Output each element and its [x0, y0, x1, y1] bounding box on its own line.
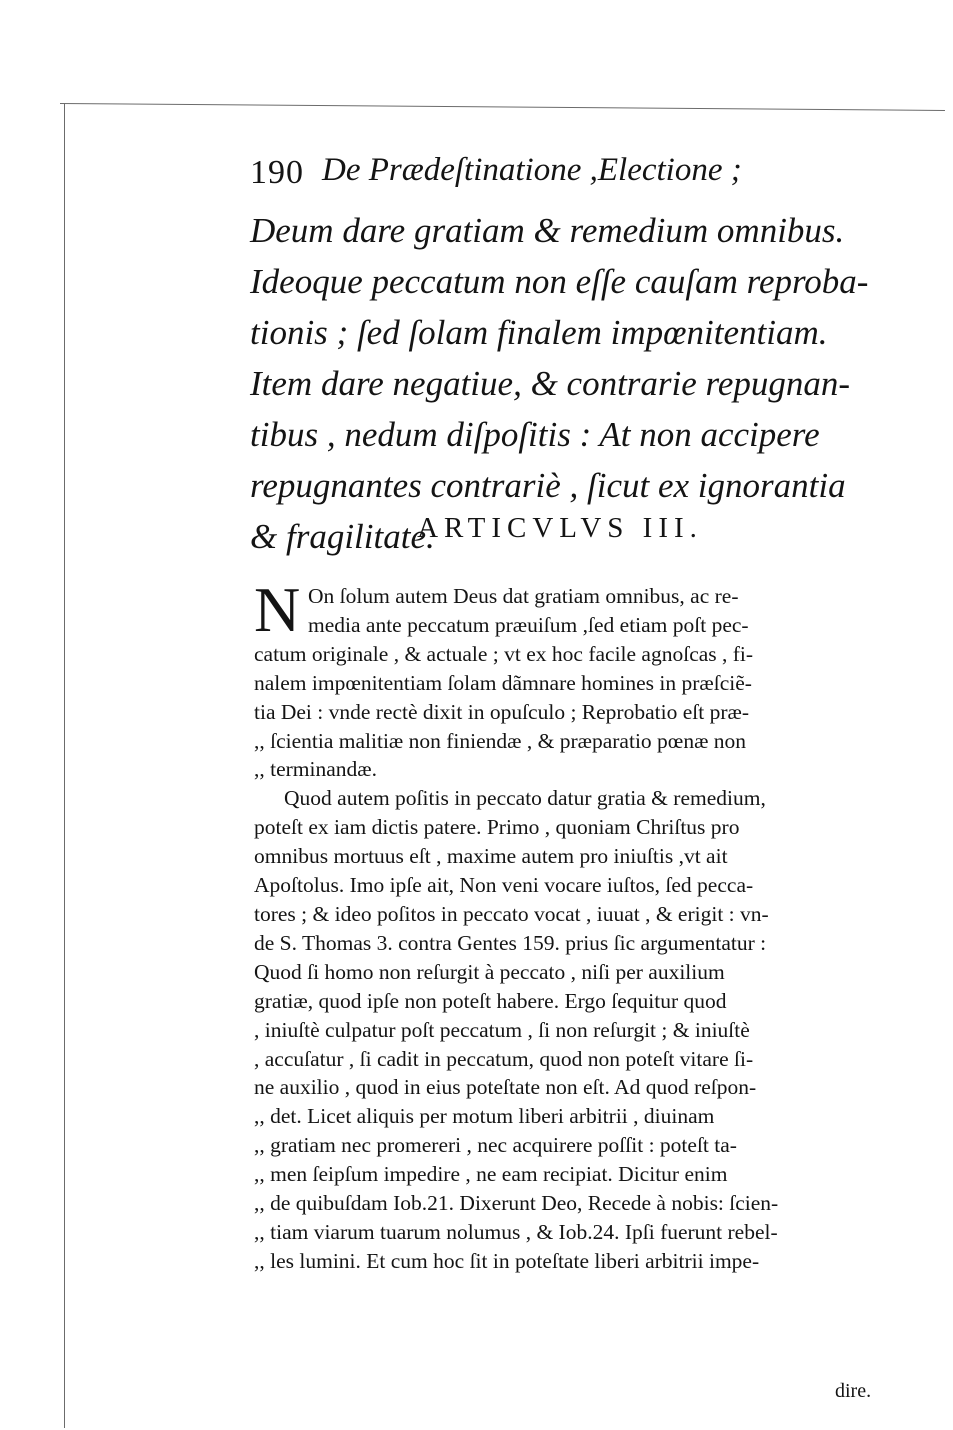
- article-summary: [250, 205, 890, 562]
- body-line: ,, men ſeipſum impedire , ne eam recipiat. Dicitur enim: [254, 1162, 728, 1187]
- page-header: [250, 150, 870, 200]
- article-heading: ARTICVLVS III.: [417, 512, 703, 544]
- summary-line: Item dare negatiue, & contrarie repugnan-: [250, 364, 851, 403]
- summary-line: tibus , nedum diſpoſitis : At non accipere: [250, 415, 820, 454]
- top-border-line: [60, 103, 945, 111]
- body-line: omnibus mortuus eſt , maxime autem pro iniuſtis ,vt ait: [254, 844, 728, 869]
- summary-line: Ideoque peccatum non eſſe cauſam reproba-: [250, 262, 869, 301]
- body-line: ,, det. Licet aliquis per motum liberi arbitrii , diuinam: [254, 1104, 715, 1129]
- catchword: dire.: [835, 1380, 872, 1402]
- body-line: media ante peccatum præuiſum ,ſed etiam poſt pec-: [308, 612, 749, 637]
- body-line: ,, terminandæ.: [254, 757, 378, 782]
- body-line: Quod ſi homo non reſurgit à peccato , niſi per auxilium: [254, 959, 725, 984]
- left-border-line: [64, 103, 65, 1428]
- body-line: ,, ſcientia malitiæ non finiendæ , & præparatio pœnæ non: [254, 728, 747, 753]
- summary-line: & fragilitate.: [250, 517, 435, 556]
- summary-line: repugnantes contrariè , ſicut ex ignorantia: [250, 466, 846, 505]
- body-line: ,, tiam viarum tuarum nolumus , & Iob.24. Ipſi fuerunt rebel-: [254, 1219, 778, 1244]
- running-title: De Prædeſtinatione ,Electione ;: [322, 152, 742, 188]
- body-line: ,, de quibuſdam Iob.21. Dixerunt Deo, Recede à nobis: ſcien-: [254, 1191, 779, 1216]
- body-line: ,, gratiam nec promereri , nec acquirere poſſit : poteſt ta-: [254, 1133, 737, 1158]
- page-number: 190: [250, 154, 304, 191]
- body-line: nalem impœnitentiam ſolam dãmnare homines in præſciẽ-: [254, 670, 752, 695]
- body-line: , iniuſtè culpatur poſt peccatum , ſi non reſurgit ; & iniuſtè: [254, 1017, 750, 1042]
- body-line: ,, les lumini. Et cum hoc ſit in poteſtate liberi arbitrii impe-: [254, 1248, 760, 1273]
- body-text: [254, 574, 894, 1276]
- summary-line: tionis ; ſed ſolam finalem impœnitentiam.: [250, 313, 828, 352]
- body-line: poteſt ex iam dictis patere. Primo , quoniam Chriſtus pro: [254, 815, 740, 840]
- body-line: Apoſtolus. Imo ipſe ait, Non veni vocare iuſtos, ſed pecca-: [254, 873, 754, 898]
- body-line: tia Dei : vnde rectè dixit in opuſculo ; Reprobatio eſt præ-: [254, 699, 749, 724]
- body-line: ne auxilio , quod in eius poteſtate non eſt. Ad quod reſpon-: [254, 1075, 757, 1100]
- drop-cap: N: [254, 574, 301, 645]
- body-line: tores ; & ideo poſitos in peccato vocat , iuuat , & erigit : vn-: [254, 901, 769, 926]
- body-line: gratiæ, quod ipſe non poteſt habere. Ergo ſequitur quod: [254, 988, 727, 1013]
- summary-line: Deum dare gratiam & remedium omnibus.: [250, 211, 845, 250]
- body-line: de S. Thomas 3. contra Gentes 159. prius ſic argumentatur :: [254, 930, 767, 955]
- body-line: Quod autem poſitis in peccato datur gratia & remedium,: [284, 786, 766, 811]
- body-line: catum originale , & actuale ; vt ex hoc facile agnoſcas , fi-: [254, 641, 754, 666]
- body-line: , accuſatur , ſi cadit in peccatum, quod non poteſt vitare ſi-: [254, 1046, 754, 1071]
- body-line: On ſolum autem Deus dat gratiam omnibus, ac re-: [308, 584, 739, 608]
